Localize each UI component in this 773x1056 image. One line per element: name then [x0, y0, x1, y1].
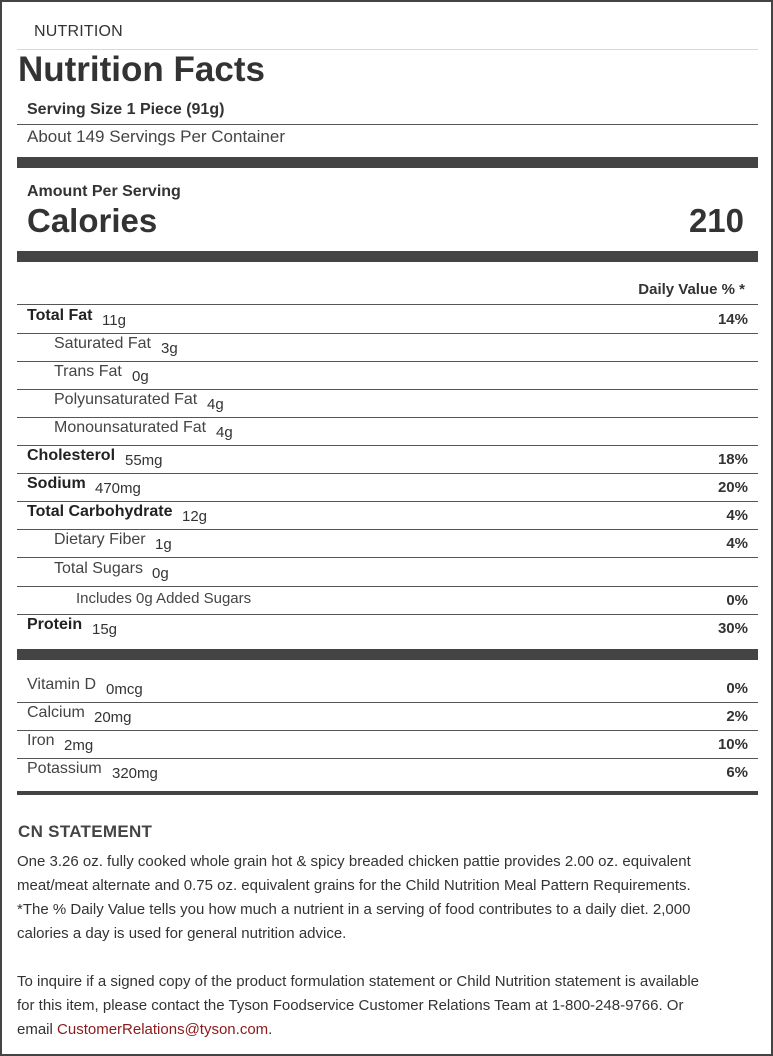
nutrient-name: Includes 0g Added Sugars — [76, 590, 252, 607]
nutrient-daily-value: 4% — [726, 535, 748, 552]
inquiry-paragraph — [17, 970, 762, 1042]
thick-divider — [17, 157, 758, 168]
nutrient-row-total-sugars — [17, 558, 758, 586]
nutrient-row-sodium — [17, 473, 758, 501]
nutrient-daily-value: 20% — [717, 479, 748, 496]
nutrient-row-monounsaturated-fat — [17, 417, 758, 445]
divider — [17, 124, 758, 125]
vitamin-amount: 20mg — [94, 709, 132, 726]
nutrient-amount: 4g — [207, 396, 224, 413]
nutrient-row-cholesterol — [17, 445, 758, 473]
nutrient-amount: 470mg — [95, 480, 141, 497]
nutrient-row-saturated-fat — [17, 333, 758, 361]
servings-per-container: About 149 Servings Per Container — [27, 127, 285, 146]
inquiry-line: To inquire if a signed copy of the product formulation statement or Child Nutrition statement is available — [17, 973, 700, 990]
nutrient-daily-value: 14% — [717, 311, 748, 328]
nutrient-name: Total Carbohydrate — [27, 503, 173, 520]
nutrient-row-trans-fat — [17, 361, 758, 389]
thick-divider — [17, 791, 758, 795]
nutrient-amount: 0g — [132, 368, 149, 385]
nutrient-daily-value: 30% — [717, 620, 748, 637]
cn-statement-line: *The % Daily Value tells you how much a nutrient in a serving of food contributes to a daily diet. 2,000 — [17, 901, 691, 918]
amount-per-serving: Amount Per Serving — [27, 183, 181, 200]
nutrient-amount: 12g — [182, 508, 208, 525]
nutrient-amount: 11g — [102, 312, 126, 329]
nutrient-name: Cholesterol — [27, 447, 116, 464]
nutrient-name: Sodium — [27, 475, 86, 492]
vitamin-amount: 2mg — [64, 737, 94, 754]
nutrient-name: Dietary Fiber — [54, 531, 146, 548]
vitamin-name: Iron — [27, 732, 55, 749]
vitamin-amount: 0mcg — [106, 681, 143, 698]
daily-value-header: Daily Value % * — [638, 281, 745, 298]
inquiry-email-suffix: . — [268, 1021, 273, 1038]
section-label: NUTRITION — [34, 23, 123, 40]
nutrient-amount: 3g — [161, 340, 178, 357]
vitamin-daily-value: 6% — [726, 764, 748, 781]
nutrient-row-total-carbohydrate — [17, 501, 758, 529]
nutrient-name: Total Sugars — [54, 560, 143, 577]
calories-value: 210 — [688, 202, 744, 239]
vitamin-amount: 320mg — [112, 765, 158, 782]
serving-size: Serving Size 1 Piece (91g) — [27, 101, 225, 118]
nutrient-name: Polyunsaturated Fat — [54, 391, 198, 408]
nutrient-amount: 0g — [152, 565, 169, 582]
calories-label: Calories — [27, 202, 158, 239]
nutrient-name: Total Fat — [27, 307, 93, 324]
nutrient-amount: 4g — [216, 424, 233, 441]
thick-divider — [17, 649, 758, 660]
inquiry-line: for this item, please contact the Tyson Foodservice Customer Relations Team at 1-800-248-9766. Or — [17, 997, 684, 1014]
vitamin-daily-value: 2% — [726, 708, 748, 725]
nutrient-name: Saturated Fat — [54, 335, 151, 352]
nutrient-amount: 1g — [155, 536, 172, 553]
nutrient-row-dietary-fiber — [17, 529, 758, 557]
nutrient-daily-value: 4% — [726, 507, 748, 524]
nutrient-name: Protein — [27, 616, 83, 633]
nutrient-row-added-sugars — [17, 586, 758, 614]
cn-statement-line: meat/meat alternate and 0.75 oz. equivalent grains for the Child Nutrition Meal Pattern Requirements. — [17, 877, 691, 894]
nutrient-row-protein — [17, 614, 758, 642]
nutrient-row-total-fat — [17, 305, 758, 333]
vitamin-row-potassium — [17, 758, 758, 786]
vitamin-daily-value: 0% — [726, 680, 748, 697]
nutrient-daily-value: 18% — [717, 451, 748, 468]
vitamin-row-calcium — [17, 702, 758, 730]
nutrient-row-polyunsaturated-fat — [17, 389, 758, 417]
inquiry-email-prefix: email — [17, 1021, 58, 1038]
vitamin-name: Vitamin D — [27, 676, 97, 693]
nutrient-amount: 55mg — [125, 452, 163, 469]
nutrient-daily-value: 0% — [726, 592, 748, 609]
vitamin-row-iron — [17, 730, 758, 758]
cn-statement-title: CN STATEMENT — [18, 822, 153, 841]
cn-statement-body — [17, 850, 762, 946]
vitamin-name: Calcium — [27, 704, 85, 721]
cn-statement-line: One 3.26 oz. fully cooked whole grain hot & spicy breaded chicken pattie provides 2.00 oz. equivalent — [17, 853, 691, 870]
vitamin-row-vitamin-d — [17, 674, 758, 702]
thick-divider — [17, 251, 758, 262]
nutrient-name: Monounsaturated Fat — [54, 419, 207, 436]
vitamin-daily-value: 10% — [717, 736, 748, 753]
inquiry-line — [17, 1018, 762, 1042]
vitamin-name: Potassium — [27, 760, 102, 777]
nutrient-name: Trans Fat — [54, 363, 122, 380]
email-link[interactable]: CustomerRelations@tyson.com — [57, 1021, 269, 1038]
cn-statement-line: calories a day is used for general nutrition advice. — [17, 925, 347, 942]
page-title: Nutrition Facts — [18, 50, 265, 89]
nutrient-amount: 15g — [92, 621, 118, 638]
